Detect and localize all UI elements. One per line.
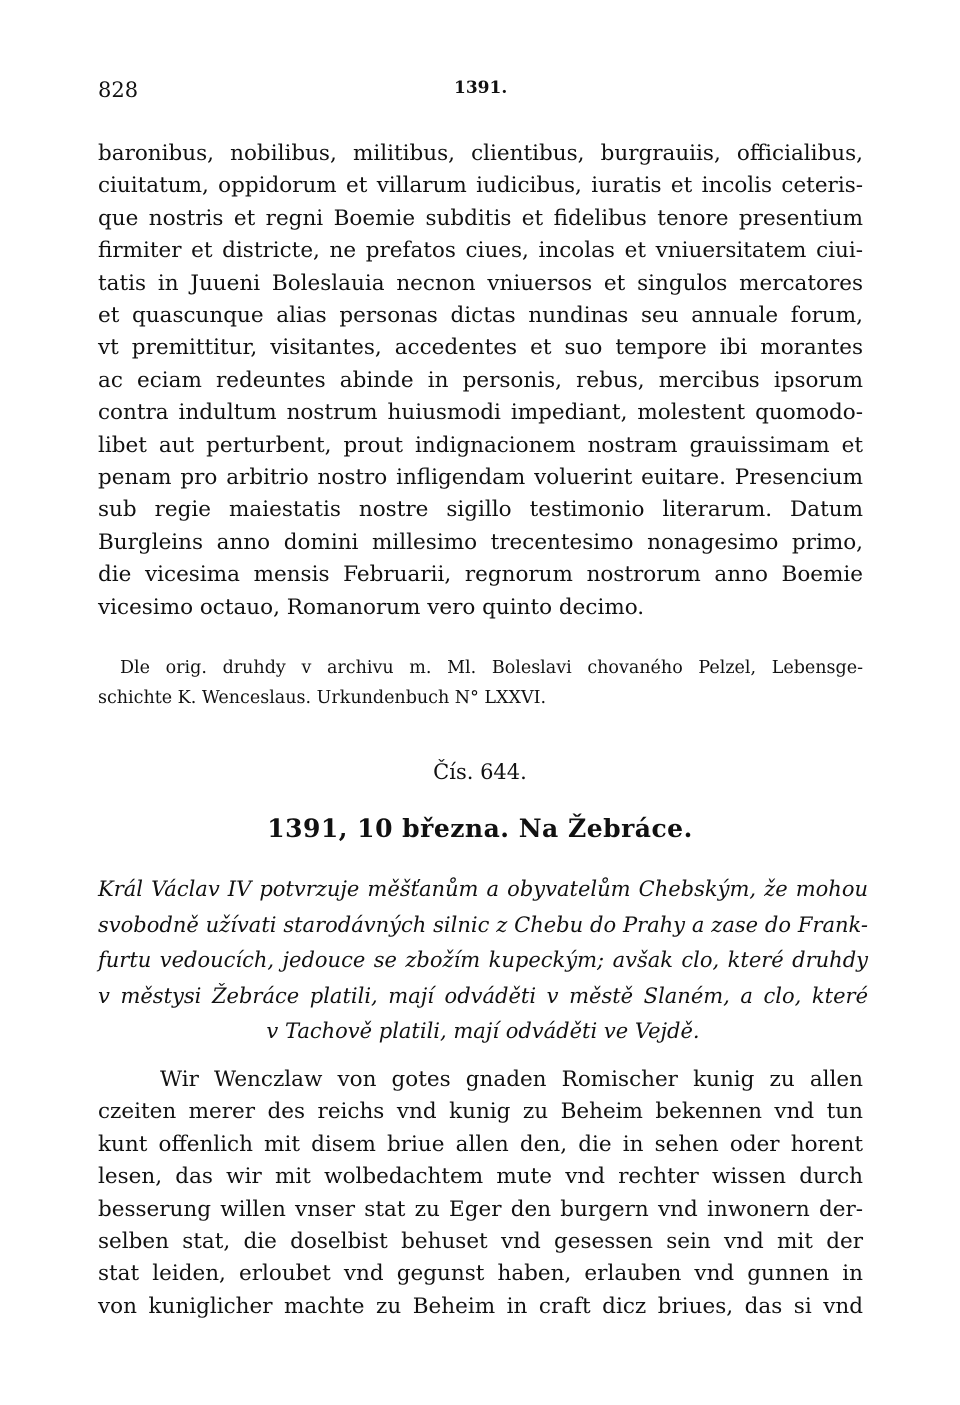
text-line: baronibus, nobilibus, militibus, clientibus, burgrauiis, officialibus, (98, 141, 863, 166)
text-line: Wir Wenczlaw von gotes gnaden Romischer kunig zu allen (160, 1067, 863, 1092)
text-line: penam pro arbitrio nostro infligendam voluerint euitare. Presencium (98, 465, 863, 491)
abstract-line: furtu vedoucích, jedouce se zbožím kupeckým; avšak clo, které druhdy (98, 948, 868, 972)
text-line: vicesimo octauo, Romanorum vero quinto decimo. (98, 594, 645, 620)
abstract-line: v Tachově platili, mají odváděti ve Vejdě. (266, 1019, 700, 1043)
text-line: et quascunque alias personas dictas nundinas seu annuale forum, (98, 303, 863, 329)
text-line: selben stat, die doselbist behuset vnd gesessen sein vnd mit der (98, 1229, 863, 1255)
text-line: vt premittitur, visitantes, accedentes et suo tempore ibi morantes (98, 335, 863, 361)
source-note (98, 653, 863, 713)
abstract-line: v městysi Žebráce platili, mají odváděti v městě Slaném, a clo, které (98, 983, 868, 1008)
text-line: von kuniglicher machte zu Beheim in craft dicz briues, das si vnd (98, 1293, 863, 1319)
text-line: ac eciam redeuntes abinde in personis, rebus, mercibus ipsorum (98, 367, 863, 393)
text-line: kunt offenlich mit disem briue allen den, die in sehen oder horent (98, 1131, 863, 1157)
text-line: firmiter et districte, ne prefatos ciues, incolas et vniuersitatem ciui- (98, 238, 863, 264)
text-line: Burgleins anno domini millesimo trecentesimo nonagesimo primo, (98, 529, 863, 555)
text-line: libet aut perturbent, prout indignacionem nostram grauissimam et (98, 432, 863, 458)
german-paragraph (98, 1064, 863, 1323)
text-line: tatis in Juueni Boleslauia necnon vniuersos et singulos mercatores (98, 270, 863, 296)
abstract-line: svobodně užívati starodávných silnic z Chebu do Prahy a zase do Frank- (98, 912, 868, 937)
note-line: Dle orig. druhdy v archivu m. Ml. Boleslavi chovaného Pelzel, Lebensge- (120, 658, 863, 678)
document-number: Čís. 644. (433, 760, 527, 784)
text-line: ciuitatum, oppidorum et villarum iudicibus, iuratis et incolis ceteris- (98, 173, 863, 199)
text-line: que nostris et regni Boemie subditis et fidelibus tenore presentium (98, 205, 863, 231)
text-line: sub regie maiestatis nostre sigillo testimonio literarum. Datum (98, 497, 863, 523)
text-line: czeiten merer des reichs vnd kunig zu Beheim bekennen vnd tun (98, 1099, 863, 1125)
text-line: besserung willen vnser stat zu Eger den burgern vnd inwonern der- (98, 1196, 863, 1222)
text-line: die vicesima mensis Februarii, regnorum nostrorum anno Boemie (98, 562, 863, 588)
text-line: contra indultum nostrum huiusmodi impediant, molestent quomodo- (98, 400, 863, 426)
abstract-line: Král Václav IV potvrzuje měšťanům a obyvatelům Chebským, že mohou (98, 877, 868, 901)
document-heading: 1391, 10 března. Na Žebráce. (267, 814, 693, 843)
latin-paragraph (98, 138, 863, 624)
running-year: 1391. (454, 78, 508, 98)
note-line: schichte K. Wenceslaus. Urkundenbuch N° LXXVI. (98, 688, 547, 708)
page-number: 828 (98, 78, 139, 102)
text-line: lesen, das wir mit wolbedachtem mute vnd rechter wissen durch (98, 1164, 863, 1190)
czech-abstract (98, 872, 868, 1050)
text-line: stat leiden, erloubet vnd gegunst haben, erlauben vnd gunnen in (98, 1261, 863, 1287)
running-header (98, 78, 868, 108)
